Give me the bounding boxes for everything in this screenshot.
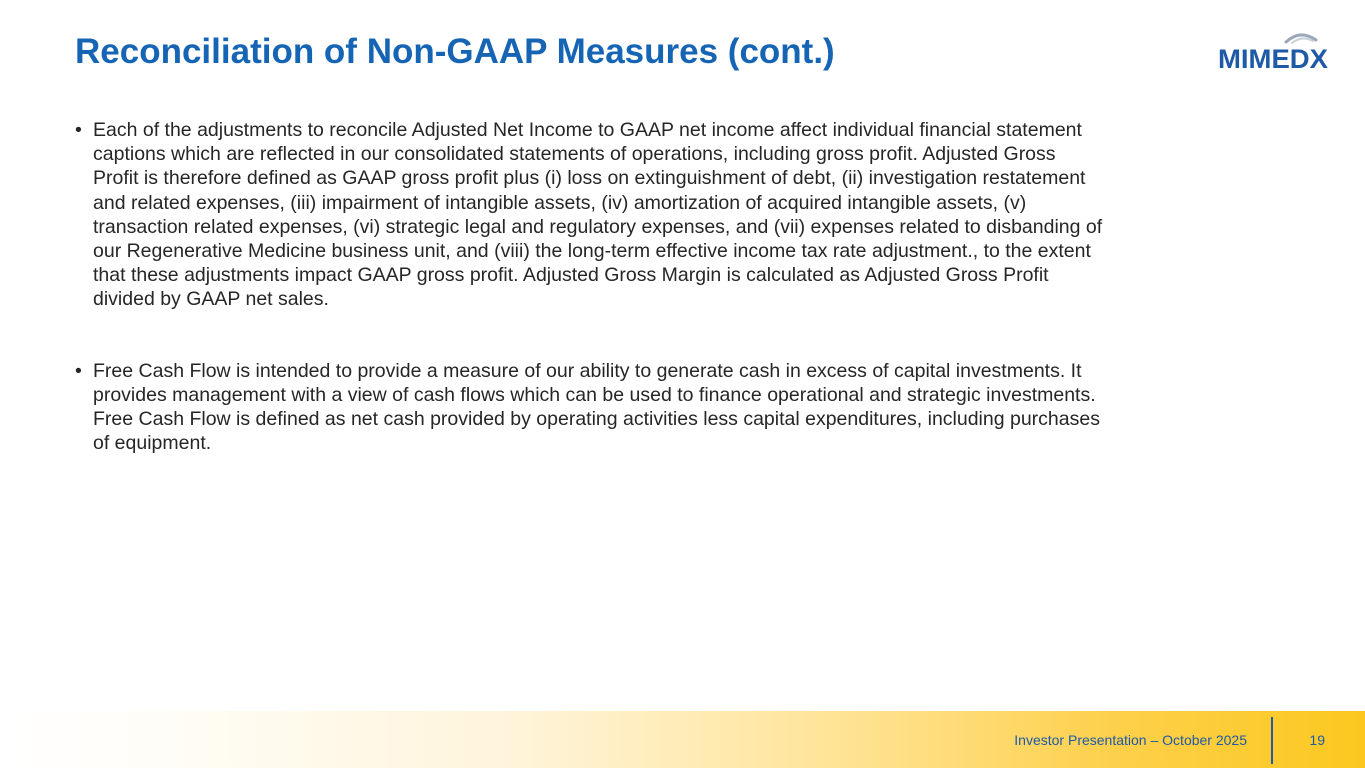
logo-arc-shadow-icon — [1292, 38, 1313, 43]
bullet-text: Each of the adjustments to reconcile Adjusted Net Income to GAAP net income affect individual financial statement captions which are reflected in our consolidated statements of operations, including gross profit. Adjusted Gross Profit is therefore defined as GAAP gross profit plus (i) loss on extinguishment of debt, (ii) investigation restatement and related expenses, (iii) impairment of intangible assets, (iv) amortization of acquired intangible assets, (v) transaction related expenses, (vi) strategic legal and regulatory expenses, and (vii) expenses related to disbanding of our Regenerative Medicine business unit, and (viii) the long-term effective income tax rate adjustment., to the extent that these adjustments impact GAAP gross profit. Adjusted Gross Margin is calculated as Adjusted Gross Profit divided by GAAP net sales. — [93, 119, 1103, 311]
bullet-list — [75, 118, 1105, 455]
logo-wordmark: MIMEDX — [1218, 44, 1328, 72]
bullet-item-adjusted-gross-profit — [75, 118, 1105, 312]
bullet-item-free-cash-flow — [75, 359, 1105, 456]
bullet-marker: • — [75, 359, 82, 382]
bullet-marker: • — [75, 119, 82, 141]
slide-title: Reconciliation of Non-GAAP Measures (cont.) — [75, 32, 835, 71]
footer-divider — [1271, 717, 1273, 764]
page-number: 19 — [1309, 732, 1325, 748]
footer-presentation-label: Investor Presentation – October 2025 — [1014, 732, 1247, 748]
bullet-text: Free Cash Flow is intended to provide a measure of our ability to generate cash in excess of capital investments. It provides management with a view of cash flows which can be used to finance operational and strategic investments. Free Cash Flow is defined as net cash provided by operating activities less capital expenditures, including purchases of equipment. — [93, 359, 1100, 455]
mimedx-logo — [1214, 30, 1332, 72]
